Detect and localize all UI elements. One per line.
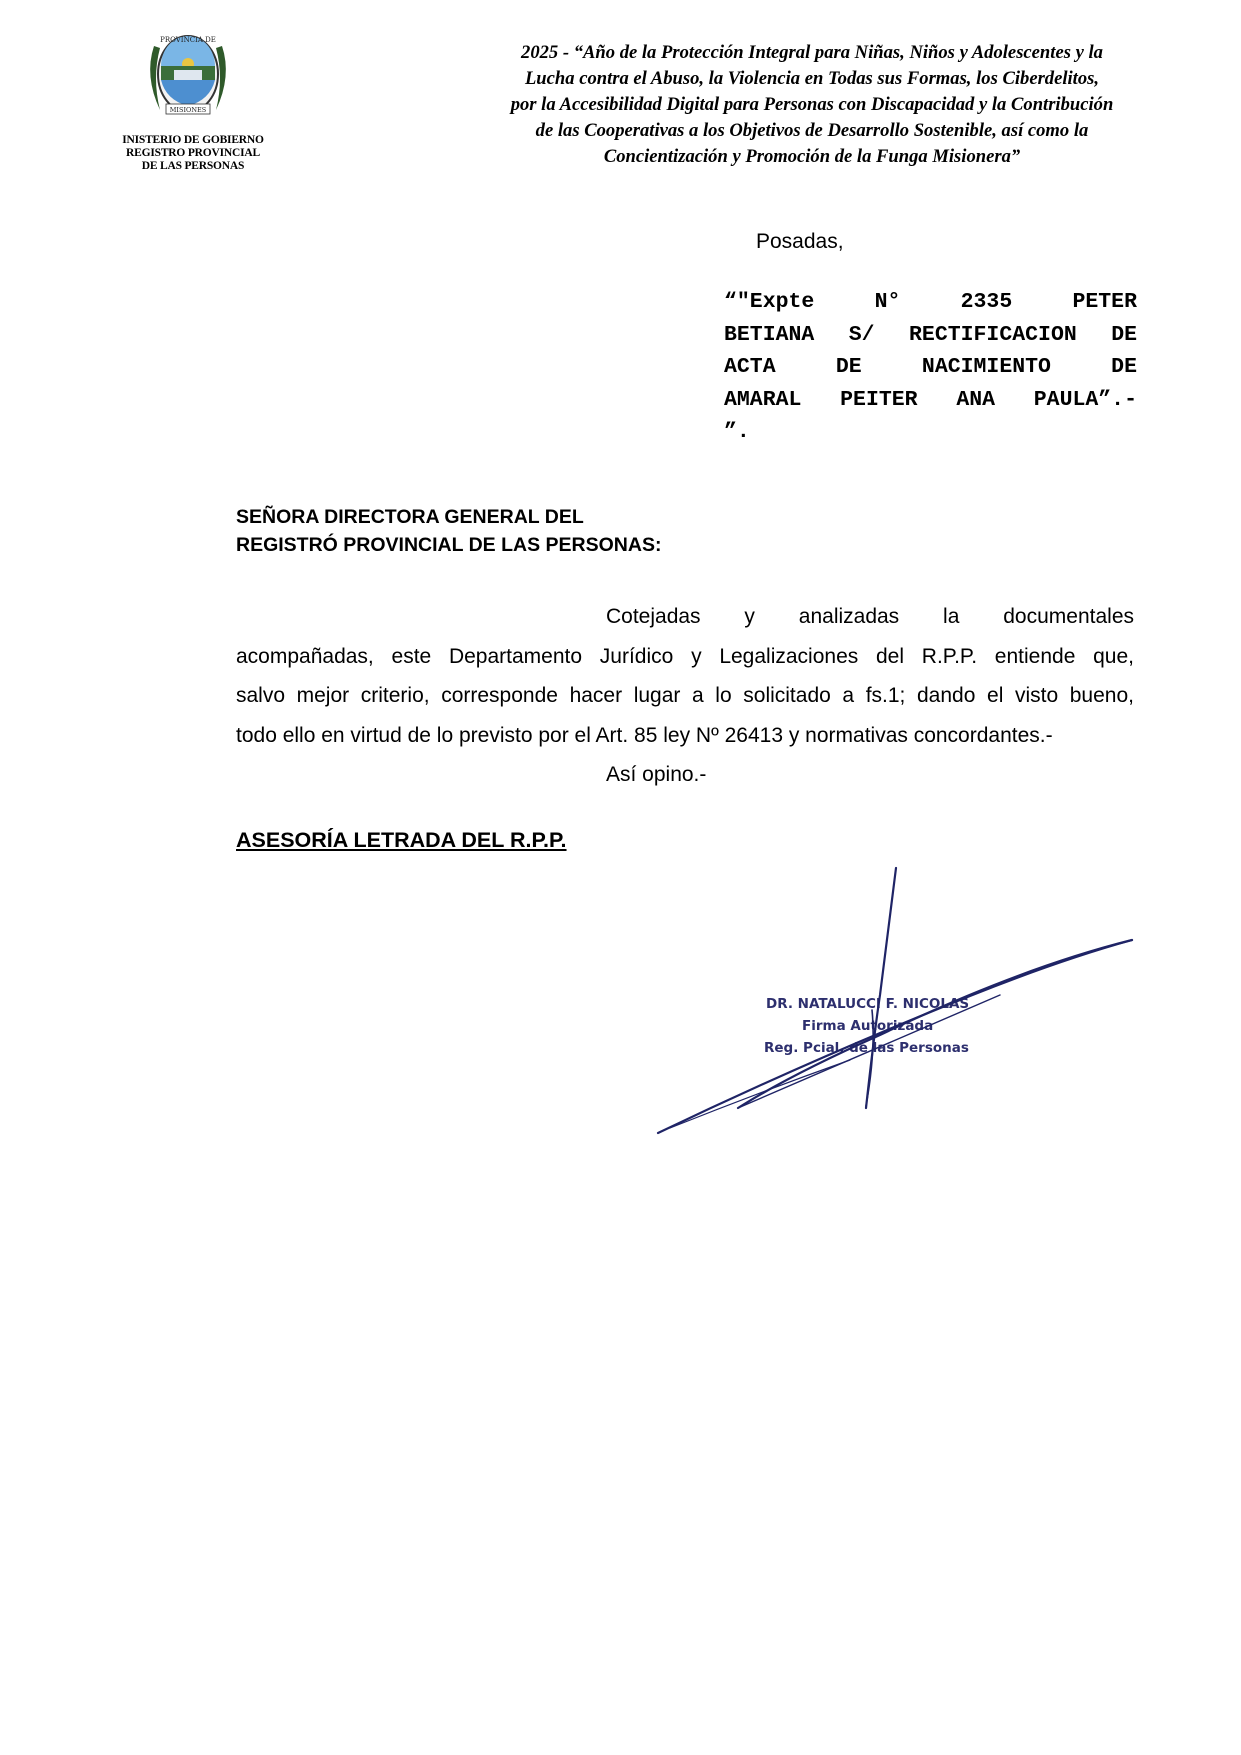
opinion-body [236,597,1134,795]
ministry-line: REGISTRO PROVINCIAL [126,147,260,159]
addressee-line: REGISTRÓ PROVINCIAL DE LAS PERSONAS: [236,534,662,556]
case-reference-line: “"Expte N° 2335 PETER [724,290,1137,314]
motto-line: Lucha contra el Abuso, la Violencia en Todas sus Formas, los Ciberdelitos, [524,68,1100,89]
year-motto [462,40,1162,170]
addressee-line: SEÑORA DIRECTORA GENERAL DEL [236,506,584,528]
case-reference-line: BETIANA S/ RECTIFICACION DE [724,322,1137,347]
stamp-line: Firma Autorizada [802,1018,934,1034]
ministry-name [108,134,278,173]
signature-heading: ASESORÍA LETRADA DEL R.P.P. [236,828,567,852]
motto-line: por la Accesibilidad Digital para Personas con Discapacidad y la Contribución [510,94,1114,115]
motto-line: de las Cooperativas a los Objetivos de Desarrollo Sostenible, así como la [535,120,1089,141]
case-reference [724,286,1137,449]
case-reference-line: ”. [724,420,750,444]
stamp-line: Reg. Pcial. de las Personas [764,1040,969,1056]
motto-line: 2025 - “Año de la Protección Integral para Niñas, Niños y Adolescentes y la [521,42,1103,63]
ministry-line: DE LAS PERSONAS [141,160,245,172]
body-line: Cotejadas y analizadas la documentales [606,605,1134,628]
place-line: Posadas, [756,230,844,253]
case-reference-line: ACTA DE NACIMIENTO DE [724,355,1137,379]
addressee [236,503,661,559]
body-line: todo ello en virtud de lo previsto por el Art. 85 ley Nº 26413 y normativas concordantes.- [236,723,1053,747]
logo-top-text: PROVINCIA DE [160,36,216,44]
logo-bottom-text: MISIONES [169,106,207,114]
ministry-line: INISTERIO DE GOBIERNO [122,134,264,146]
stamp-line: DR. NATALUCCI F. NICOLAS [766,996,970,1012]
case-reference-line: AMARAL PEITER ANA PAULA”.- [724,387,1137,412]
body-line: Así opino.- [606,763,707,786]
province-coat-of-arms-logo [140,26,236,118]
body-line: acompañadas, este Departamento Jurídico y Legalizaciones del R.P.P. entiende que, [236,644,1134,668]
motto-line: Concientización y Promoción de la Funga Misionera” [603,146,1021,167]
body-line: salvo mejor criterio, corresponde hacer lugar a lo solicitado a fs.1; dando el visto bueno, [236,684,1134,707]
handwritten-signature [640,860,1140,1150]
